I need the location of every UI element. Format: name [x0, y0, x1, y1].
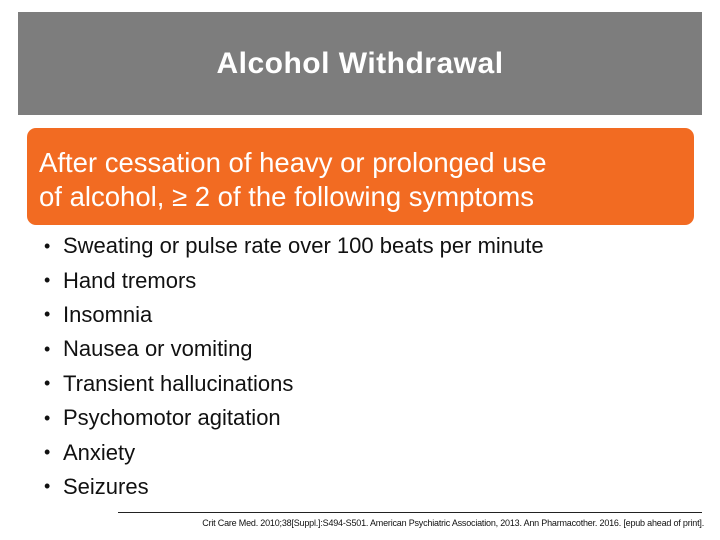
intro-line-2: of alcohol, ≥ 2 of the following symptoms — [39, 181, 535, 212]
title-bar — [18, 12, 702, 115]
footer-divider — [118, 512, 702, 513]
symptom-item — [44, 298, 684, 332]
symptom-item — [44, 332, 684, 366]
bullet-icon: • — [44, 373, 51, 394]
symptom-item — [44, 229, 684, 263]
symptom-item — [44, 367, 684, 401]
symptom-text: Transient hallucinations — [63, 370, 294, 396]
symptom-text: Insomnia — [63, 301, 153, 327]
symptom-item — [44, 401, 684, 435]
bullet-icon: • — [44, 407, 51, 428]
bullet-icon: • — [44, 476, 51, 497]
bullet-icon: • — [44, 235, 51, 256]
symptom-item — [44, 470, 684, 504]
bullet-icon: • — [44, 442, 51, 463]
symptom-text: Anxiety — [63, 439, 136, 465]
symptom-text: Nausea or vomiting — [63, 336, 253, 362]
symptom-text: Psychomotor agitation — [63, 405, 281, 431]
bullet-icon: • — [44, 270, 51, 291]
symptom-item — [44, 435, 684, 469]
symptom-text: Seizures — [63, 473, 149, 499]
symptom-text: Hand tremors — [63, 267, 197, 293]
symptom-item — [44, 263, 684, 297]
slide-title: Alcohol Withdrawal — [216, 46, 504, 80]
citation: Crit Care Med. 2010;38[Suppl.]:S494-S501. American Psychiatric Association, 2013. Ann Pharmacother. 2016. [epub ahead of print]. — [202, 518, 704, 528]
intro-box — [27, 128, 694, 225]
bullet-icon: • — [44, 338, 51, 359]
symptom-list — [44, 229, 684, 504]
symptom-text: Sweating or pulse rate over 100 beats per minute — [63, 233, 544, 259]
intro-line-1: After cessation of heavy or prolonged use — [39, 147, 547, 178]
bullet-icon: • — [44, 304, 51, 325]
